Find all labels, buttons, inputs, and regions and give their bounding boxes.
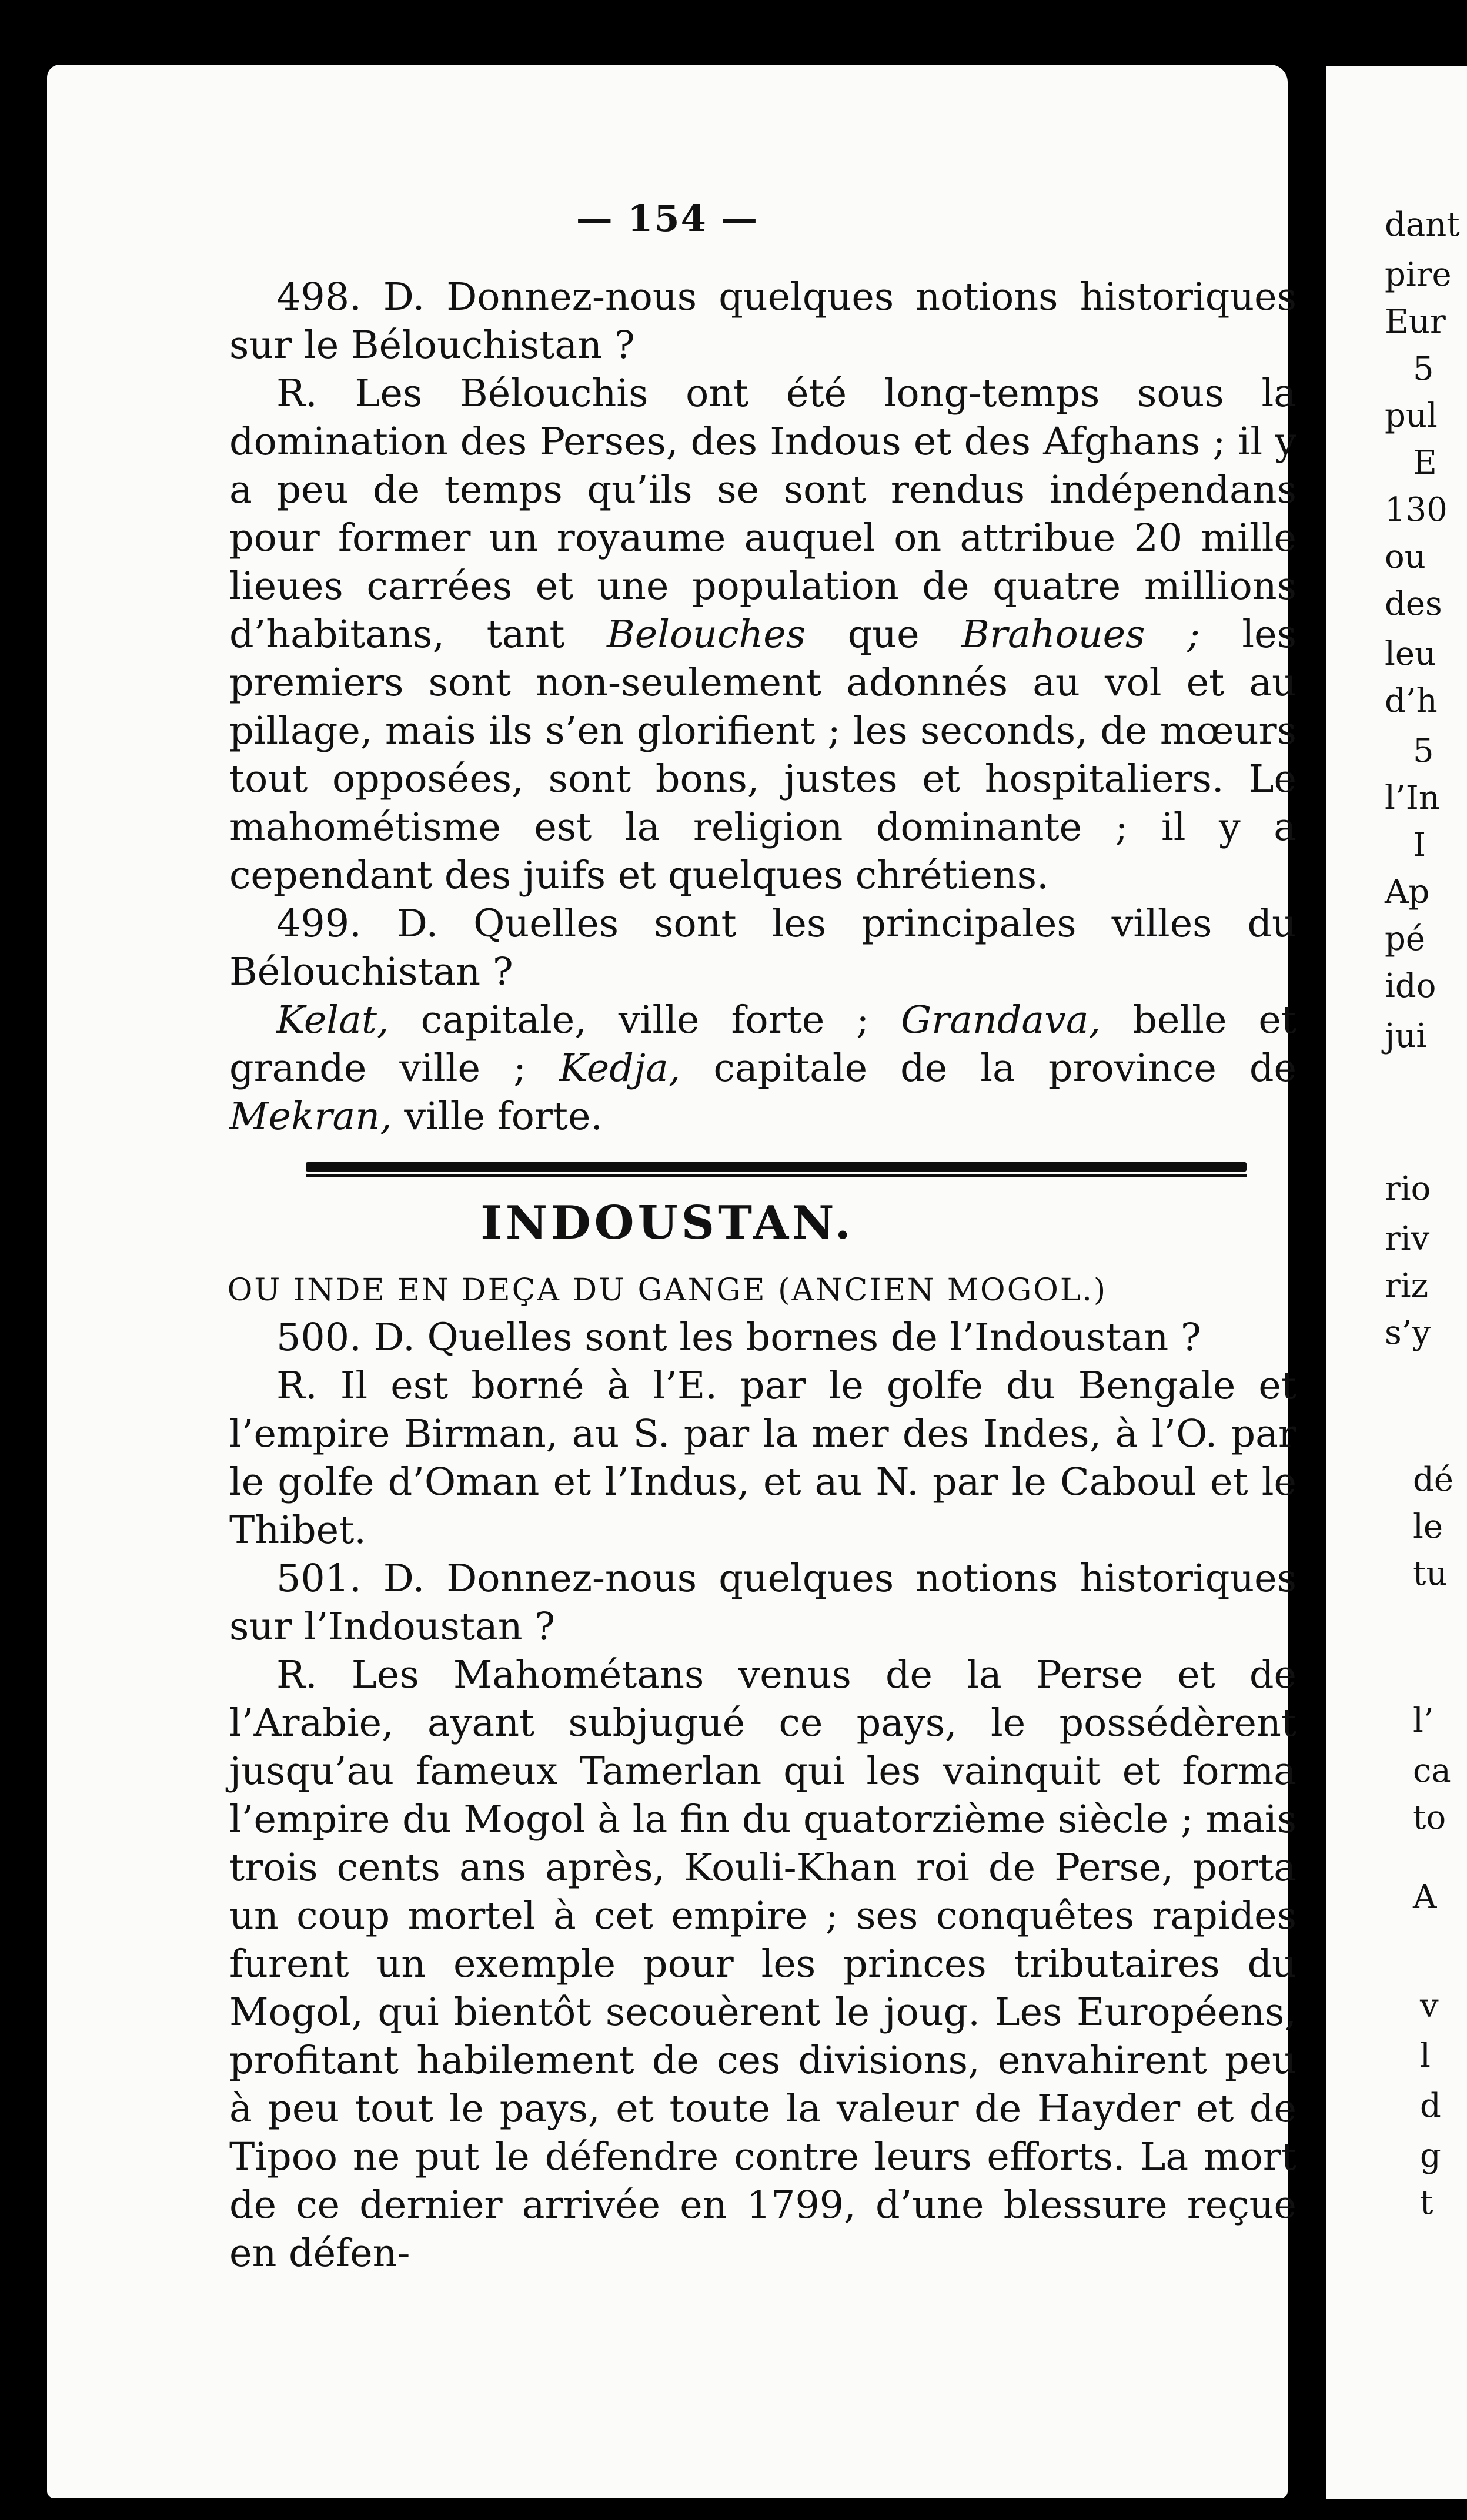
city-grandava: Grandava, [901,998,1101,1042]
answer-499-text-4: ville forte. [392,1095,603,1139]
answer-498-suffix: les premiers sont non-seulement adonnés au vol et au pillage, mais ils s’en glorifient ; les seconds, de mœurs tout opposées, sont bons, justes et hospitaliers. Le mahométisme est la religion dominante ; il y a cependant des juifs et quelques chrétiens. [229,613,1296,898]
book-page [47,65,1297,2498]
city-kedja: Kedja, [559,1046,681,1090]
answer-500: R. Il est borné à l’E. par le golfe du Bengale et l’empire Birman, au S. par la mer des Indes, à l’O. par le golfe d’Oman et l’Indus, et au N. par le Caboul et le Thibet. [229,1364,1296,1552]
adjacent-page-fragment: g [1420,2137,1441,2175]
adjacent-page-fragment: rio [1385,1170,1431,1208]
top-text-block [229,273,1296,1141]
adjacent-page-fragment: d [1420,2087,1441,2125]
question-499: 499. D. Quelles sont les principales villes du Bélouchistan ? [229,902,1296,994]
answer-498-mid: que [806,613,962,657]
adjacent-page-fragment: 5 [1413,350,1434,388]
adjacent-page-fragment: ido [1385,967,1436,1005]
adjacent-page-fragment: v [1420,1987,1439,2025]
section-subtitle: OU INDE EN DEÇA DU GANGE (ANCIEN MOGOL.) [227,1273,1108,1308]
adjacent-page-fragment: l’In [1385,779,1440,817]
province-mekran: Mekran, [229,1095,392,1139]
adjacent-page-fragment: 5 [1413,732,1434,770]
adjacent-page-fragment: pire [1385,256,1452,294]
divider-thin-line [306,1174,1247,1177]
answer-499-text-2: belle et grande ville ; [229,998,1296,1090]
answer-501: R. Les Mahométans venus de la Perse et de l’Arabie, ayant subjugué ce pays, le possédèrent jusqu’au fameux Tamerlan qui les vainquit et forma l’empire du Mogol à la fin du quatorzième siècle ; mais trois cents ans après, Kouli-Khan roi de Perse, porta un coup mortel à cet empire ; ses conquêtes rapides furent un exemple pour les princes tributaires du Mogol, qui bientôt secouèrent le joug. Les Européens, profitant habilement de ces divisions, envahirent peu à peu tout le pays, et toute la valeur de Hayder et de Tipoo ne put le défendre contre leurs efforts. La mort de ce dernier arrivée en 1799, d’une blessure reçue en défen- [229,1653,1296,2275]
adjacent-page-fragment: riv [1385,1220,1430,1258]
adjacent-page-strip [1326,66,1467,2499]
adjacent-page-fragment: E [1413,444,1437,482]
adjacent-page-fragment: to [1413,1799,1446,1837]
adjacent-page-fragment: A [1413,1878,1437,1916]
answer-498 [229,370,1296,900]
adjacent-page-fragment: tu [1413,1555,1448,1593]
section-title: INDOUSTAN. [480,1196,854,1250]
answer-499-text-3: capitale de la province de [680,1046,1297,1090]
answer-498-italic-belouches: Belouches [606,613,806,657]
adjacent-page-fragment: 130 [1385,491,1448,529]
answer-498-prefix: R. Les Bélouchis ont été long-temps sous la domination des Perses, des Indous et des Afghans ; il y a peu de temps qu’ils se sont rendus indépendans pour former un royaume auquel on attribue 20 mille lieues carrées et une population de quatre millions d’habitans, tant [229,372,1296,657]
answer-499 [229,996,1296,1141]
adjacent-page-fragment: s’y [1385,1314,1431,1352]
page-number: — 154 — [576,197,759,240]
section-divider-rule [306,1162,1247,1179]
question-501: 501. D. Donnez-nous quelques notions historiques sur l’Indoustan ? [229,1557,1296,1649]
adjacent-page-fragment: l [1420,2037,1431,2075]
adjacent-page-fragment: pul [1385,397,1438,435]
adjacent-page-fragment: l’ [1413,1702,1434,1740]
answer-498-italic-brahoues: Brahoues ; [961,613,1200,657]
adjacent-page-fragment: Eur [1385,303,1446,341]
adjacent-page-fragment: dant [1385,206,1460,244]
question-498: 498. D. Donnez-nous quelques notions historiques sur le Bélouchistan ? [229,275,1296,367]
adjacent-page-fragment: ou [1385,538,1426,576]
adjacent-page-fragment: jui [1385,1017,1427,1055]
bottom-text-block [229,1314,1296,2278]
adjacent-page-fragment: des [1385,585,1442,623]
answer-499-text-1: capitale, ville forte ; [389,998,901,1042]
adjacent-page-fragment: ca [1413,1752,1451,1790]
adjacent-page-fragment: le [1413,1508,1443,1546]
city-kelat: Kelat, [276,998,389,1042]
adjacent-page-fragment: I [1413,826,1426,864]
adjacent-page-fragment: Ap [1385,873,1430,911]
divider-thick-line [306,1162,1247,1172]
adjacent-page-fragment: dé [1413,1461,1453,1499]
adjacent-page-fragment: t [1420,2184,1433,2222]
adjacent-page-fragment: d’h [1385,682,1438,720]
adjacent-page-fragment: leu [1385,635,1436,673]
adjacent-page-fragment: riz [1385,1267,1429,1305]
adjacent-page-fragment: pé [1385,920,1425,958]
question-500: 500. D. Quelles sont les bornes de l’Indoustan ? [276,1316,1201,1360]
